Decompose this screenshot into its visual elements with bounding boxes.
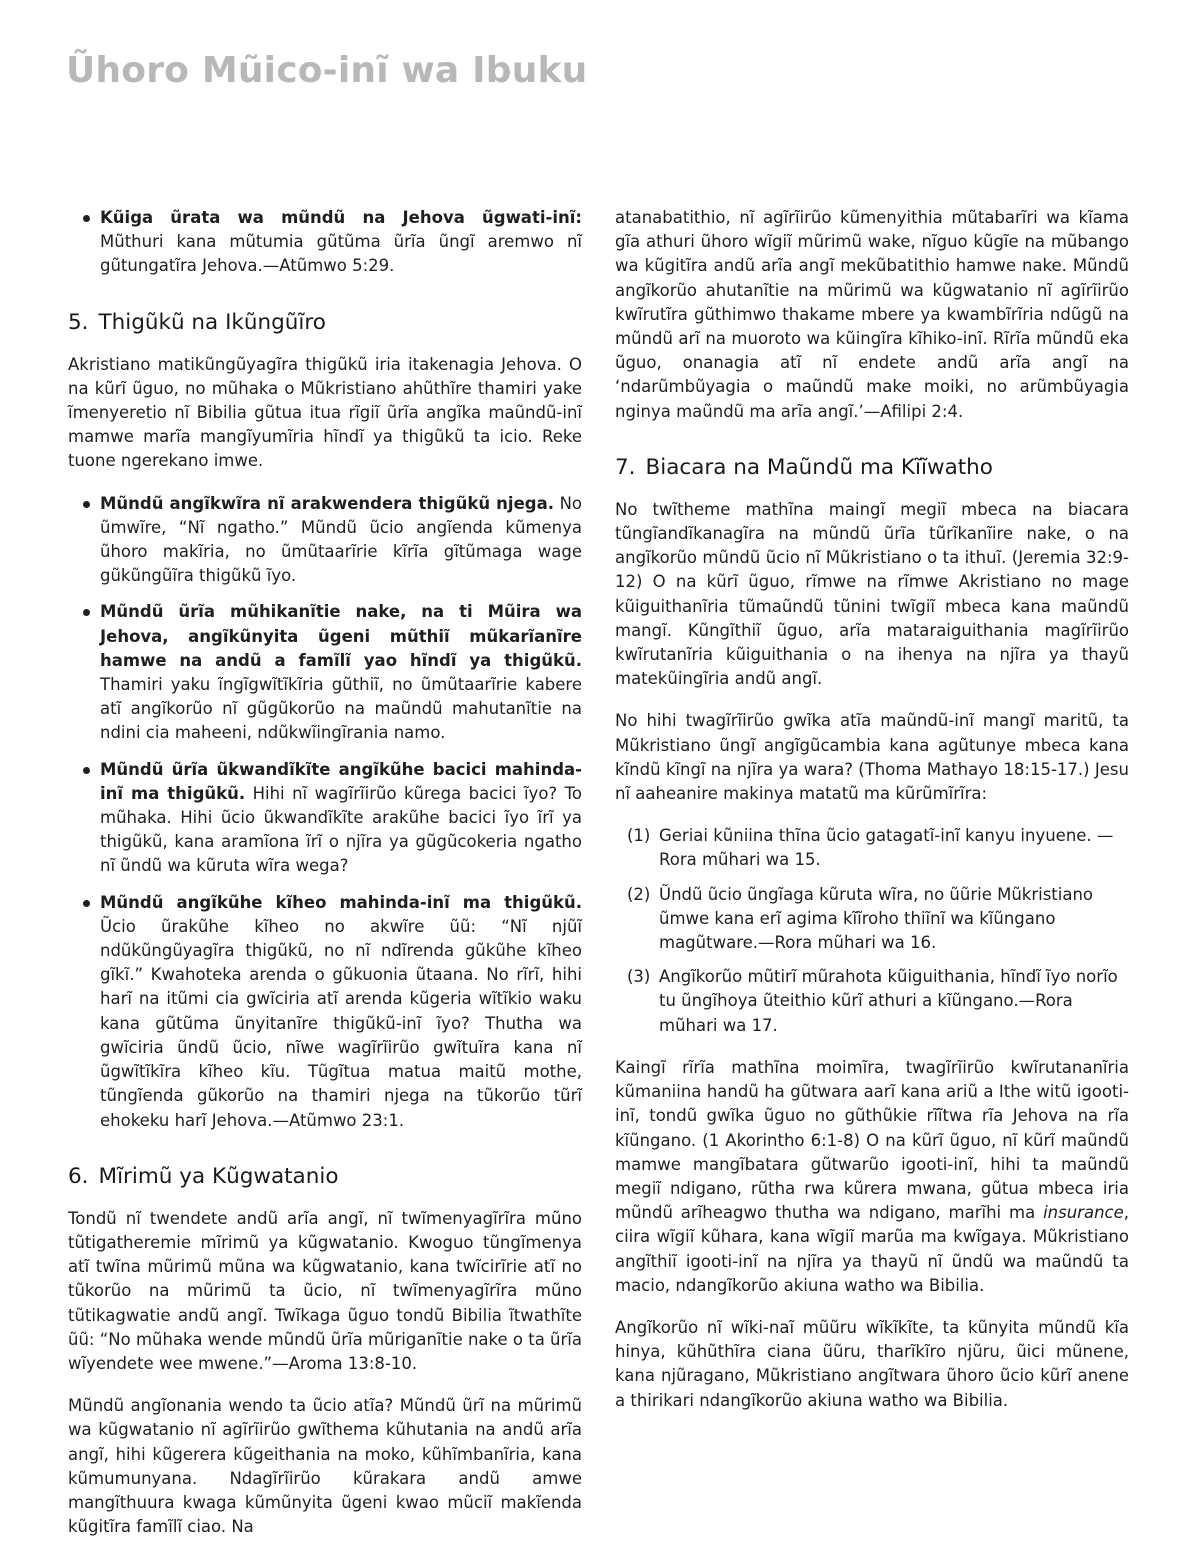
paragraph: Tondũ nĩ twendete andũ arĩa angĩ, nĩ twĩmenyagĩrĩra mũno tũtigatheremie mĩrimũ ya kũgwatanio. Kwoguo tũngĩmenya atĩ twĩna mũrimũ mũna wa kũgwatanio, kana twĩcirĩrie atĩ no tũkorũo na mũrimũ ta ũcio, nĩ twĩmenyagĩrĩra mũno tũtikagwatie andũ angĩ. Twĩkaga ũguo tondũ Bibilia ĩtwathĩte ũũ: “No mũhaka wende mũndũ ũrĩa mũriganĩtie nake o ta ũrĩa wĩyendete wee mwene.”—Aroma 13:8-10. (68, 1208, 582, 1373)
step-text: Angĩkorũo mũtirĩ mũrahota kũiguithania, hĩndĩ ĩyo norĩo tu ũngĩhoya ũteithio kũrĩ athuri a kĩũngano.—Rora mũhari wa 17. (659, 967, 1118, 1035)
bullet-dot-icon (83, 215, 90, 222)
list-item (615, 824, 1129, 872)
page-header-title: Ũhoro Mũico-inĩ wa Ibuku (66, 50, 588, 91)
paragraph: No hihi twagĩrĩirũo gwĩka atĩa maũndũ-inĩ mangĩ maritũ, ta Mũkristiano ũngĩ angĩgũcambia kana agũtunye mbeca kana kĩndũ kĩngĩ na njĩra ya wara? (Thoma Mathayo 18:15-17.) Jesu nĩ aaheanire makinya matatũ ma kũrũmĩrĩra: (615, 711, 1129, 804)
bullet-dot-icon (83, 767, 90, 774)
bullet-text: Mũndũ angĩkũhe kĩheo mahinda-inĩ ma thigũkũ. Ũcio ũrakũhe kĩheo no akwĩre ũũ: “Nĩ njũĩ ndũkũngũyagĩra thigũkũ, no nĩ ndĩrenda gũkũhe kĩheo gĩkĩ.” Kwahoteka arenda o gũkuonia ũtaana. No rĩrĩ, hihi harĩ na itũmi cia gwĩciria atĩ arenda kũgeria wĩtĩkio waku kana gũtũma ũnyitanĩre thigũkũ-inĩ ĩyo? Thutha wa gwĩciria ũndũ ũcio, nĩwe wagĩrĩirũo gwĩtuĩra kana nĩ ũgwĩtĩkĩra kĩheo kĩu. Tũgĩtua matua maitũ mothe, tũngĩenda gũkorũo na thamiri njega na tũkorũo tũrĩ ehokeku harĩ Jehova.—Atũmwo 23:1. (100, 892, 582, 1130)
step-text: Ũndũ ũcio ũngĩaga kũruta wĩra, no ũũrie Mũkristiano ũmwe kana erĩ agima kĩĩroho thiĩnĩ wa kĩũngano magũtware.—Rora mũhari wa 16. (659, 884, 1094, 953)
paragraph: Mũndũ angĩonania wendo ta ũcio atĩa? Mũndũ ũrĩ na mũrimũ wa kũgwatanio nĩ agĩrĩirũo gwĩthema kũhutania na andũ arĩa angĩ, hihi kũgerera kũgeithania na moko, kũhĩmbanĩria, kana kũmumunyana. Ndagĩrĩirũo kũrakara andũ amwe mangĩthuura kwaga kũmũnyita ũgeni kwao mũciĩ makĩenda kũgitĩra famĩlĩ ciao. Na (68, 1396, 582, 1537)
bullet-dot-icon (83, 609, 90, 616)
left-column (68, 206, 582, 1543)
section-heading-7: 7. Biacara na Maũndũ ma Kĩĩwatho (615, 454, 993, 480)
list-item (68, 492, 582, 589)
step-marker: (1) (627, 826, 651, 846)
list-item (68, 891, 582, 1133)
paragraph: Angĩkorũo nĩ wĩki-naĩ mũũru wĩkĩkĩte, ta kũnyita mũndũ kĩa hinya, kũhũthĩra ciana ũũru, tharĩkĩro njũru, ũici mũnene, kana njũragano, Mũkristiano angĩtwara ũhoro ũcio kũrĩ anene a thirikari ndangĩkorũo akiuna watho wa Bibilia. (615, 1317, 1129, 1410)
intro-bullet-list (68, 206, 582, 279)
holiday-bullet-list (68, 492, 582, 1133)
list-item (68, 758, 582, 879)
bullet-dot-icon (83, 900, 90, 907)
bullet-text: Kũiga ũrata wa mũndũ na Jehova ũgwati-inĩ: Mũthuri kana mũtumia gũtũma ũrĩa ũngĩ aremwo nĩ gũtungatĩra Jehova.—Atũmwo 5:29. (100, 208, 582, 276)
paragraph: Kaingĩ rĩrĩa mathĩna moimĩra, twagĩrĩirũo kwĩrutananĩria kũmaniina handũ ha gũtwara aarĩ kana ariũ a Ithe witũ igooti-inĩ, tondũ gwĩka ũguo no gũthũkie rĩĩtwa rĩa Jehova na rĩa kĩũngano. (1 Akorintho 6:1-8) O na kũrĩ ũguo, nĩ kũrĩ maũndũ mamwe mangĩbatara gũtwarũo igooti-inĩ, hihi ta maũndũ megiĩ ndigano, rũtha rwa kũrera mwana, gũtua mbeca iria mũndũ arĩheagwo thutha wa ndigano, marĩhi ma insurance, ciira wĩgiĩ kũhara, kana wĩgiĩ marũa ma kwĩgaya. Mũkristiano angĩthiĩ igooti-inĩ na njĩra ya thayũ nĩ ũndũ wa maũndũ ta macio, ndangĩkorũo akiuna watho wa Bibilia. (615, 1057, 1129, 1295)
section-heading-5: 5. Thigũkũ na Ikũngũĩro (68, 309, 326, 335)
right-column (615, 206, 1129, 1431)
list-item (615, 965, 1129, 1038)
paragraph: No twĩtheme mathĩna maingĩ megiĩ mbeca na biacara tũngĩandĩkanagĩra na mũndũ ũrĩa tũrĩkanĩire nake, o na angĩkorũo mũndũ ũcio nĩ Mũkristiano o ta ithuĩ. (Jeremia 32:9-12) O na kũrĩ ũguo, rĩmwe na rĩmwe Akristiano no mage kũiguithanĩria tũmaũndũ tũnini twĩgiĩ mbeca kana maũndũ mangĩ. Kũngĩthiĩ ũguo, arĩa mataraiguithania magĩrĩirũo kwĩrutanĩria kũiguithania o na ihenya na njĩra ya thayũ matekũingĩria andũ angĩ. (615, 499, 1129, 689)
paragraph: Akristiano matikũngũyagĩra thigũkũ iria itakenagia Jehova. O na kũrĩ ũguo, no mũhaka o Mũkristiano ahũthĩre thamiri yake ĩmenyeretio nĩ Bibilia gũtua itua rĩgiĩ ũrĩa angĩka maũndũ-inĩ mamwe marĩa mangĩyumĩria hĩndĩ ya thigũkũ ta icio. Reke tuone ngerekano imwe. (68, 354, 582, 471)
list-item (68, 600, 582, 745)
list-item (68, 206, 582, 279)
bullet-dot-icon (83, 501, 90, 508)
bullet-text: Mũndũ angĩkwĩra nĩ arakwendera thigũkũ njega. No ũmwĩre, “Nĩ ngatho.” Mũndũ ũcio angĩenda kũmenya ũhoro makĩria, no ũmũtaarĩrie kĩrĩa gĩtũmaga wage gũkũngũĩra thigũkũ ĩyo. (100, 493, 583, 586)
bullet-text: Mũndũ ũrĩa ũkwandĩkĩte angĩkũhe bacici mahinda-inĩ ma thigũkũ. Hihi nĩ wagĩrĩirũo kũrega bacici ĩyo? To mũhaka. Hihi ũcio ũkwandĩkĩte arakũhe bacici ĩyo ĩrĩ ya thigũkũ, kana aramĩona ĩrĩ o njĩra ya gũgũcokeria ngatho nĩ ũndũ wa kũruta wĩra wega? (100, 759, 582, 876)
steps-list (615, 824, 1129, 1038)
section-heading-6: 6. Mĩrimũ ya Kũgwatanio (68, 1163, 339, 1189)
step-marker: (3) (627, 967, 651, 987)
list-item (615, 883, 1129, 956)
step-text: Geriai kũniina thĩna ũcio gatagatĩ-inĩ kanyu inyuene. —Rora mũhari wa 15. (659, 826, 1114, 870)
step-marker: (2) (627, 884, 651, 904)
bullet-text: Mũndũ ũrĩa mũhikanĩtie nake, na ti Mũira wa Jehova, angĩkũnyita ũgeni mũthiĩ mũkarĩanĩre hamwe na andũ a famĩlĩ yao hĩndĩ ya thigũkũ. Thamiri yaku ĩngĩgwĩtĩkĩria gũthiĩ, no ũmũtaarĩrie kabere atĩ angĩkorũo nĩ gũgũkorũo na maũndũ mahutanĩtie na ndini cia maheeni, ndũkwĩingĩrania namo. (100, 602, 582, 743)
paragraph: atanabatithio, nĩ agĩrĩirũo kũmenyithia mũtabarĩri wa kĩama gĩa athuri ũhoro wĩgiĩ mũrimũ wake, nĩguo kũgĩe na mũbango wa kũgitĩra andũ arĩa angĩ mekũbatithio hamwe nake. Mũndũ angĩkorũo ahutanĩtie na mũrimũ wa kũgwatanio nĩ agĩrĩirũo kwĩrutĩra gũthimwo thakame mbere ya kwambĩrĩria ndũgũ na mũndũ arĩ na muoroto wa kũingĩra kĩhiko-inĩ. Rĩrĩa mũndũ eka ũguo, onanagia atĩ nĩ endete andũ arĩa angĩ na ‘ndarũmbũyagia o maũndũ make moiki, no arũmbũyagia nginya maũndũ ma arĩa angĩ.’—Afilipi 2:4. (615, 208, 1129, 421)
